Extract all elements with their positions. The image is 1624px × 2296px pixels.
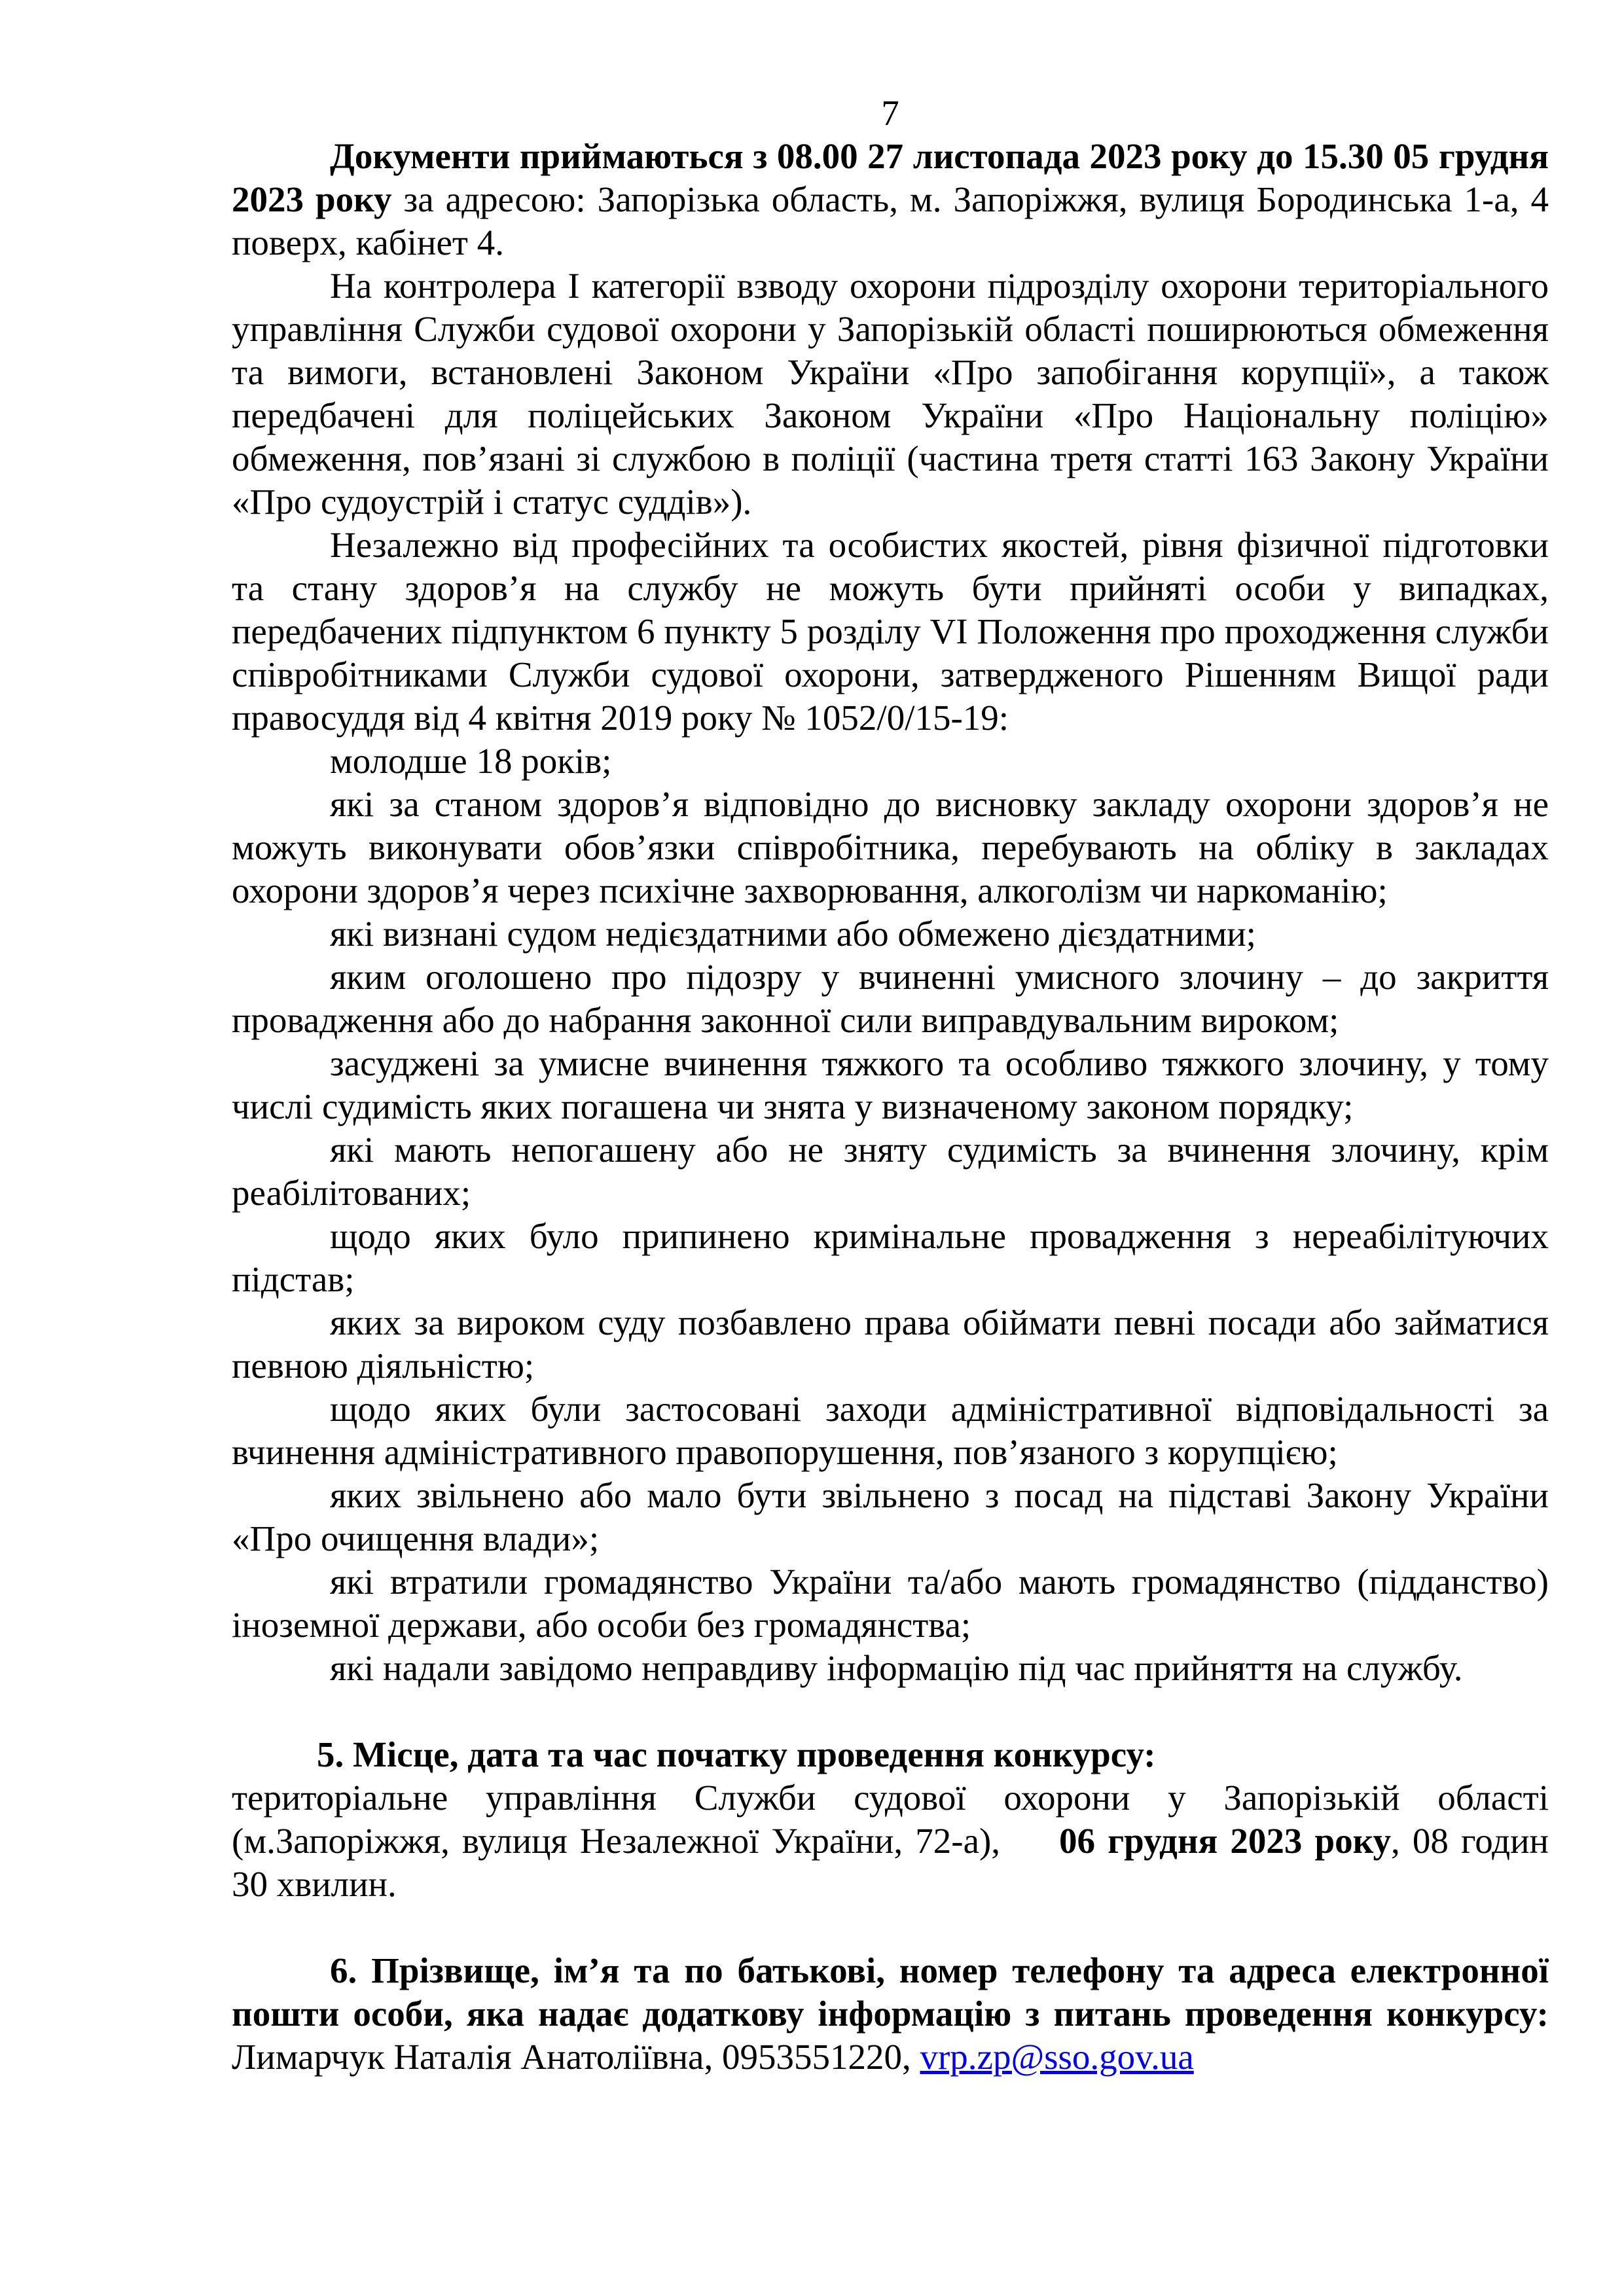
intro-paragraph — [232, 135, 1549, 264]
list-item: щодо яких було припинено кримінальне провадження з нереабілітуючих підстав; — [232, 1216, 1549, 1299]
section5-body — [232, 1776, 1549, 1906]
intro-address: за адресою: Запорізька область, м. Запоріжжя, вулиця Бородинська 1-а, 4 поверх, кабінет 4. — [232, 179, 1549, 262]
section5-time: , 08 годин 30 хвилин. — [232, 1821, 1549, 1904]
page-number: 7 — [881, 93, 899, 133]
list-item: щодо яких були застосовані заходи адміністративної відповідальності за вчинення адміністративного правопорушення, пов’язаного з корупцією; — [232, 1389, 1549, 1472]
section6-paragraph — [232, 1949, 1549, 2079]
intro-bold-lead: Документи приймаються з 08.00 27 листопада 2023 року до 15.30 05 грудня 2023 року — [232, 136, 1549, 219]
document-page — [232, 92, 1549, 2079]
section6-heading: 6. Прізвище, ім’я та по батькові, номер телефону та адреса електронної пошти особи, яка надає додаткову інформацію з питань проведення конкурсу: — [232, 1950, 1549, 2034]
section5-heading-text: 5. Місце, дата та час початку проведення конкурсу: — [317, 1734, 1156, 1774]
list-item: яких звільнено або мало бути звільнено з посад на підставі Закону України «Про очищення влади»; — [232, 1475, 1549, 1558]
list-item: яким оголошено про підозру у вчиненні умисного злочину – до закриття провадження або до набрання законної сили виправдувальним вироком; — [232, 957, 1549, 1040]
list-item: молодше 18 років; — [330, 741, 612, 781]
section5-place: територіальне управління Служби судової охорони у Запорізькій області (м.Запоріжжя, вулиця Незалежної України, 72-а), — [232, 1778, 1549, 1861]
section5-heading — [232, 1733, 1549, 1776]
list-item: які за станом здоров’я відповідно до висновку закладу охорони здоров’я не можуть виконувати обов’язки співробітника, перебувають на обліку в закладах охорони здоров’я через психічне захворювання, алкоголізм чи наркоманію; — [232, 784, 1549, 910]
list-item: які втратили громадянство України та/або мають громадянство (підданство) іноземної держави, або особи без громадянства; — [232, 1562, 1549, 1645]
restrictions-paragraph: На контролера I категорії взводу охорони підрозділу охорони територіального управління Служби судової охорони у Запорізькій області поширюються обмеження та вимоги, встановлені Законом України «Про запобігання корупції», а також передбачені для поліцейських Законом України «Про Національну поліцію» обмеження, пов’язані зі службою в поліції (частина третя статті 163 Закону України «Про судоустрій і статус суддів»). — [232, 266, 1549, 522]
email-link[interactable]: vrp.zp@sso.gov.ua — [920, 2037, 1194, 2077]
list-item: які надали завідомо неправдиву інформацію під час прийняття на службу. — [330, 1648, 1463, 1688]
regardless-paragraph: Незалежно від професійних та особистих якостей, рівня фізичної підготовки та стану здоров’я на службу не можуть бути прийняті особи у випадках, передбачених підпунктом 6 пункту 5 розділу VI Положення про проходження служби співробітниками Служби судової охорони, затвердженого Рішенням Вищої ради правосуддя від 4 квітня 2019 року № 1052/0/15-19: — [232, 525, 1549, 738]
section5-date: 06 грудня 2023 року — [1059, 1821, 1392, 1861]
list-item: яких за вироком суду позбавлено права обіймати певні посади або займатися певною діяльністю; — [232, 1302, 1549, 1386]
list-item: які мають непогашену або не зняту судимість за вчинення злочину, крім реабілітованих; — [232, 1130, 1549, 1213]
list-item: які визнані судом недієздатними або обмежено дієздатними; — [330, 914, 1256, 954]
list-item: засуджені за умисне вчинення тяжкого та особливо тяжкого злочину, у тому числі судимість яких погашена чи знята у визначеному законом порядку; — [232, 1043, 1549, 1126]
section6-contact: Лимарчук Наталія Анатоліївна, 0953551220, — [232, 2037, 920, 2077]
